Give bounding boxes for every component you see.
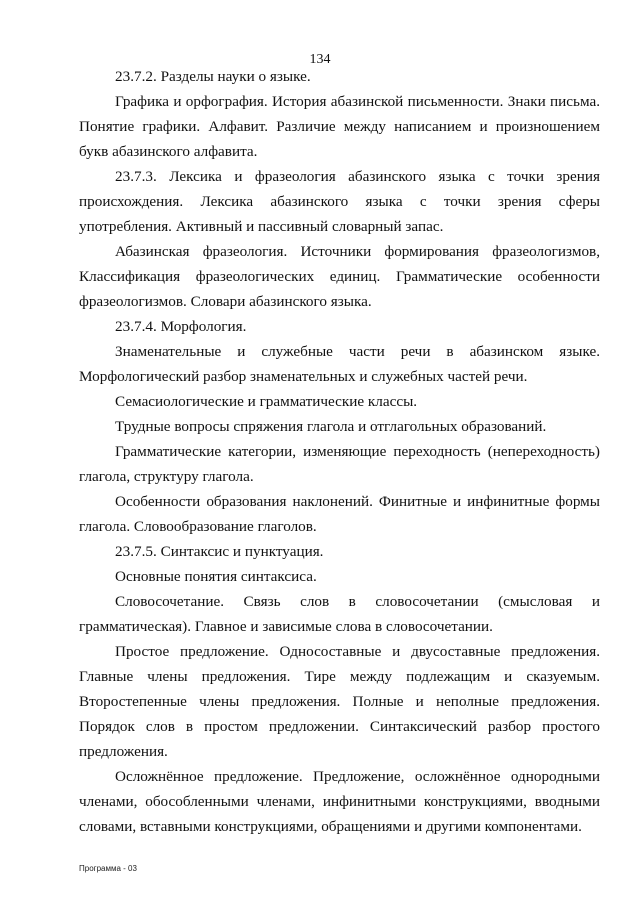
section-heading: 23.7.4. Морфология.	[115, 318, 247, 335]
paragraph: Осложнённое предложение. Предложение, осложнённое однородными членами, обособленными членами, инфинитными конструкциями, вводными словами, вставными конструкциями, обращениями и другими компонентами.	[79, 768, 600, 835]
paragraph: Особенности образования наклонений. Финитные и инфинитные формы глагола. Словообразование глаголов.	[79, 493, 600, 535]
paragraph: Грамматические категории, изменяющие переходность (непереходность) глагола, структуру глагола.	[79, 443, 600, 485]
paragraph: Абазинская фразеология. Источники формирования фразеологизмов, Классификация фразеологических единиц. Грамматические особенности фразеологизмов. Словари абазинского языка.	[79, 243, 600, 310]
footer-label: Программа - 03	[79, 864, 137, 873]
section-heading: 23.7.2. Разделы науки о языке.	[115, 68, 311, 85]
paragraph: Трудные вопросы спряжения глагола и отглагольных образований.	[115, 418, 547, 435]
section-heading: 23.7.3. Лексика и фразеология абазинского языка с точки зрения происхождения. Лексика абазинского языка с точки зрения сферы употребления. Активный и пассивный словарный запас.	[79, 168, 600, 235]
document-body	[79, 64, 600, 839]
paragraph: Знаменательные и служебные части речи в абазинском языке. Морфологический разбор знаменательных и служебных частей речи.	[79, 343, 600, 385]
paragraph: Графика и орфография. История абазинской письменности. Знаки письма. Понятие графики. Алфавит. Различие между написанием и произношением букв абазинского алфавита.	[79, 93, 600, 160]
paragraph: Словосочетание. Связь слов в словосочетании (смысловая и грамматическая). Главное и зависимые слова в словосочетании.	[79, 593, 600, 635]
paragraph: Семасиологические и грамматические классы.	[115, 393, 418, 410]
paragraph: Простое предложение. Односоставные и двусоставные предложения. Главные члены предложения. Тире между подлежащим и сказуемым. Второстепенные члены предложения. Полные и неполные предложения. Порядок слов в простом предложении. Синтаксический разбор простого предложения.	[79, 643, 600, 760]
section-heading: 23.7.5. Синтаксис и пунктуация.	[115, 543, 324, 560]
paragraph: Основные понятия синтаксиса.	[115, 568, 317, 585]
page-number: 134	[309, 52, 331, 67]
